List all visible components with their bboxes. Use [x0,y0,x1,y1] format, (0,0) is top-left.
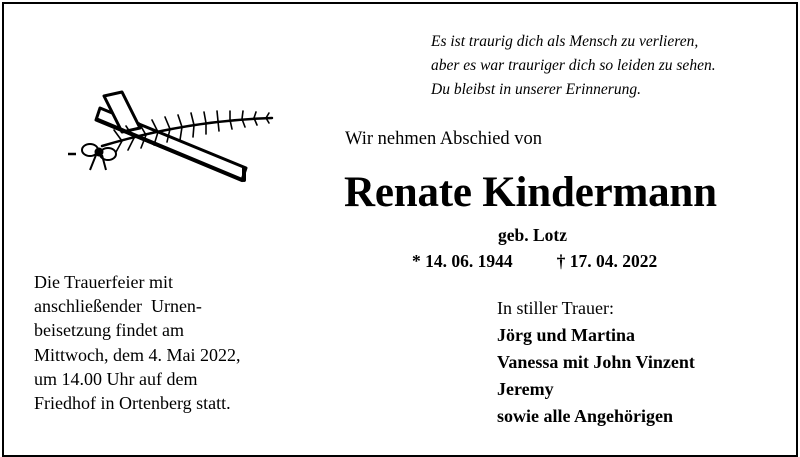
mourners-heading: In stiller Trauer: [497,298,614,318]
ceremony-line: Die Trauerfeier mit [34,272,173,292]
mourner-names [497,322,695,430]
mourner-name: sowie alle Angehörigen [497,406,673,426]
maiden-name: geb. Lotz [498,225,568,245]
mourner-name: Jörg und Martina [497,325,636,345]
cross-with-palm-branch-icon [62,88,282,193]
mourner-name: Jeremy [497,379,554,399]
ceremony-line: anschließender Urnen- [34,296,202,317]
funeral-ceremony-info [34,270,240,415]
birth-date: * 14. 06. 1944 [412,251,513,271]
poem-line: Es ist traurig dich als Mensch zu verlieren, [431,33,699,50]
mourner-name: Vanessa mit John Vinzent [497,352,695,372]
ceremony-line: Mittwoch, dem 4. Mai 2022, [34,344,241,365]
mourners-block [497,295,695,430]
ceremony-line: um 14.00 Uhr auf dem [34,368,198,389]
death-date: † 17. 04. 2022 [556,251,658,271]
ceremony-line: Friedhof in Ortenberg statt. [34,393,231,414]
poem-line: Du bleibst in unserer Erinnerung. [431,81,641,98]
ceremony-line: beisetzung findet am [34,320,184,341]
memorial-poem [431,30,771,102]
deceased-name: Renate Kindermann [344,169,717,216]
poem-line: aber es war trauriger dich so leiden zu sehen. [431,57,716,74]
farewell-intro: Wir nehmen Abschied von [345,129,543,149]
life-dates [412,251,657,272]
